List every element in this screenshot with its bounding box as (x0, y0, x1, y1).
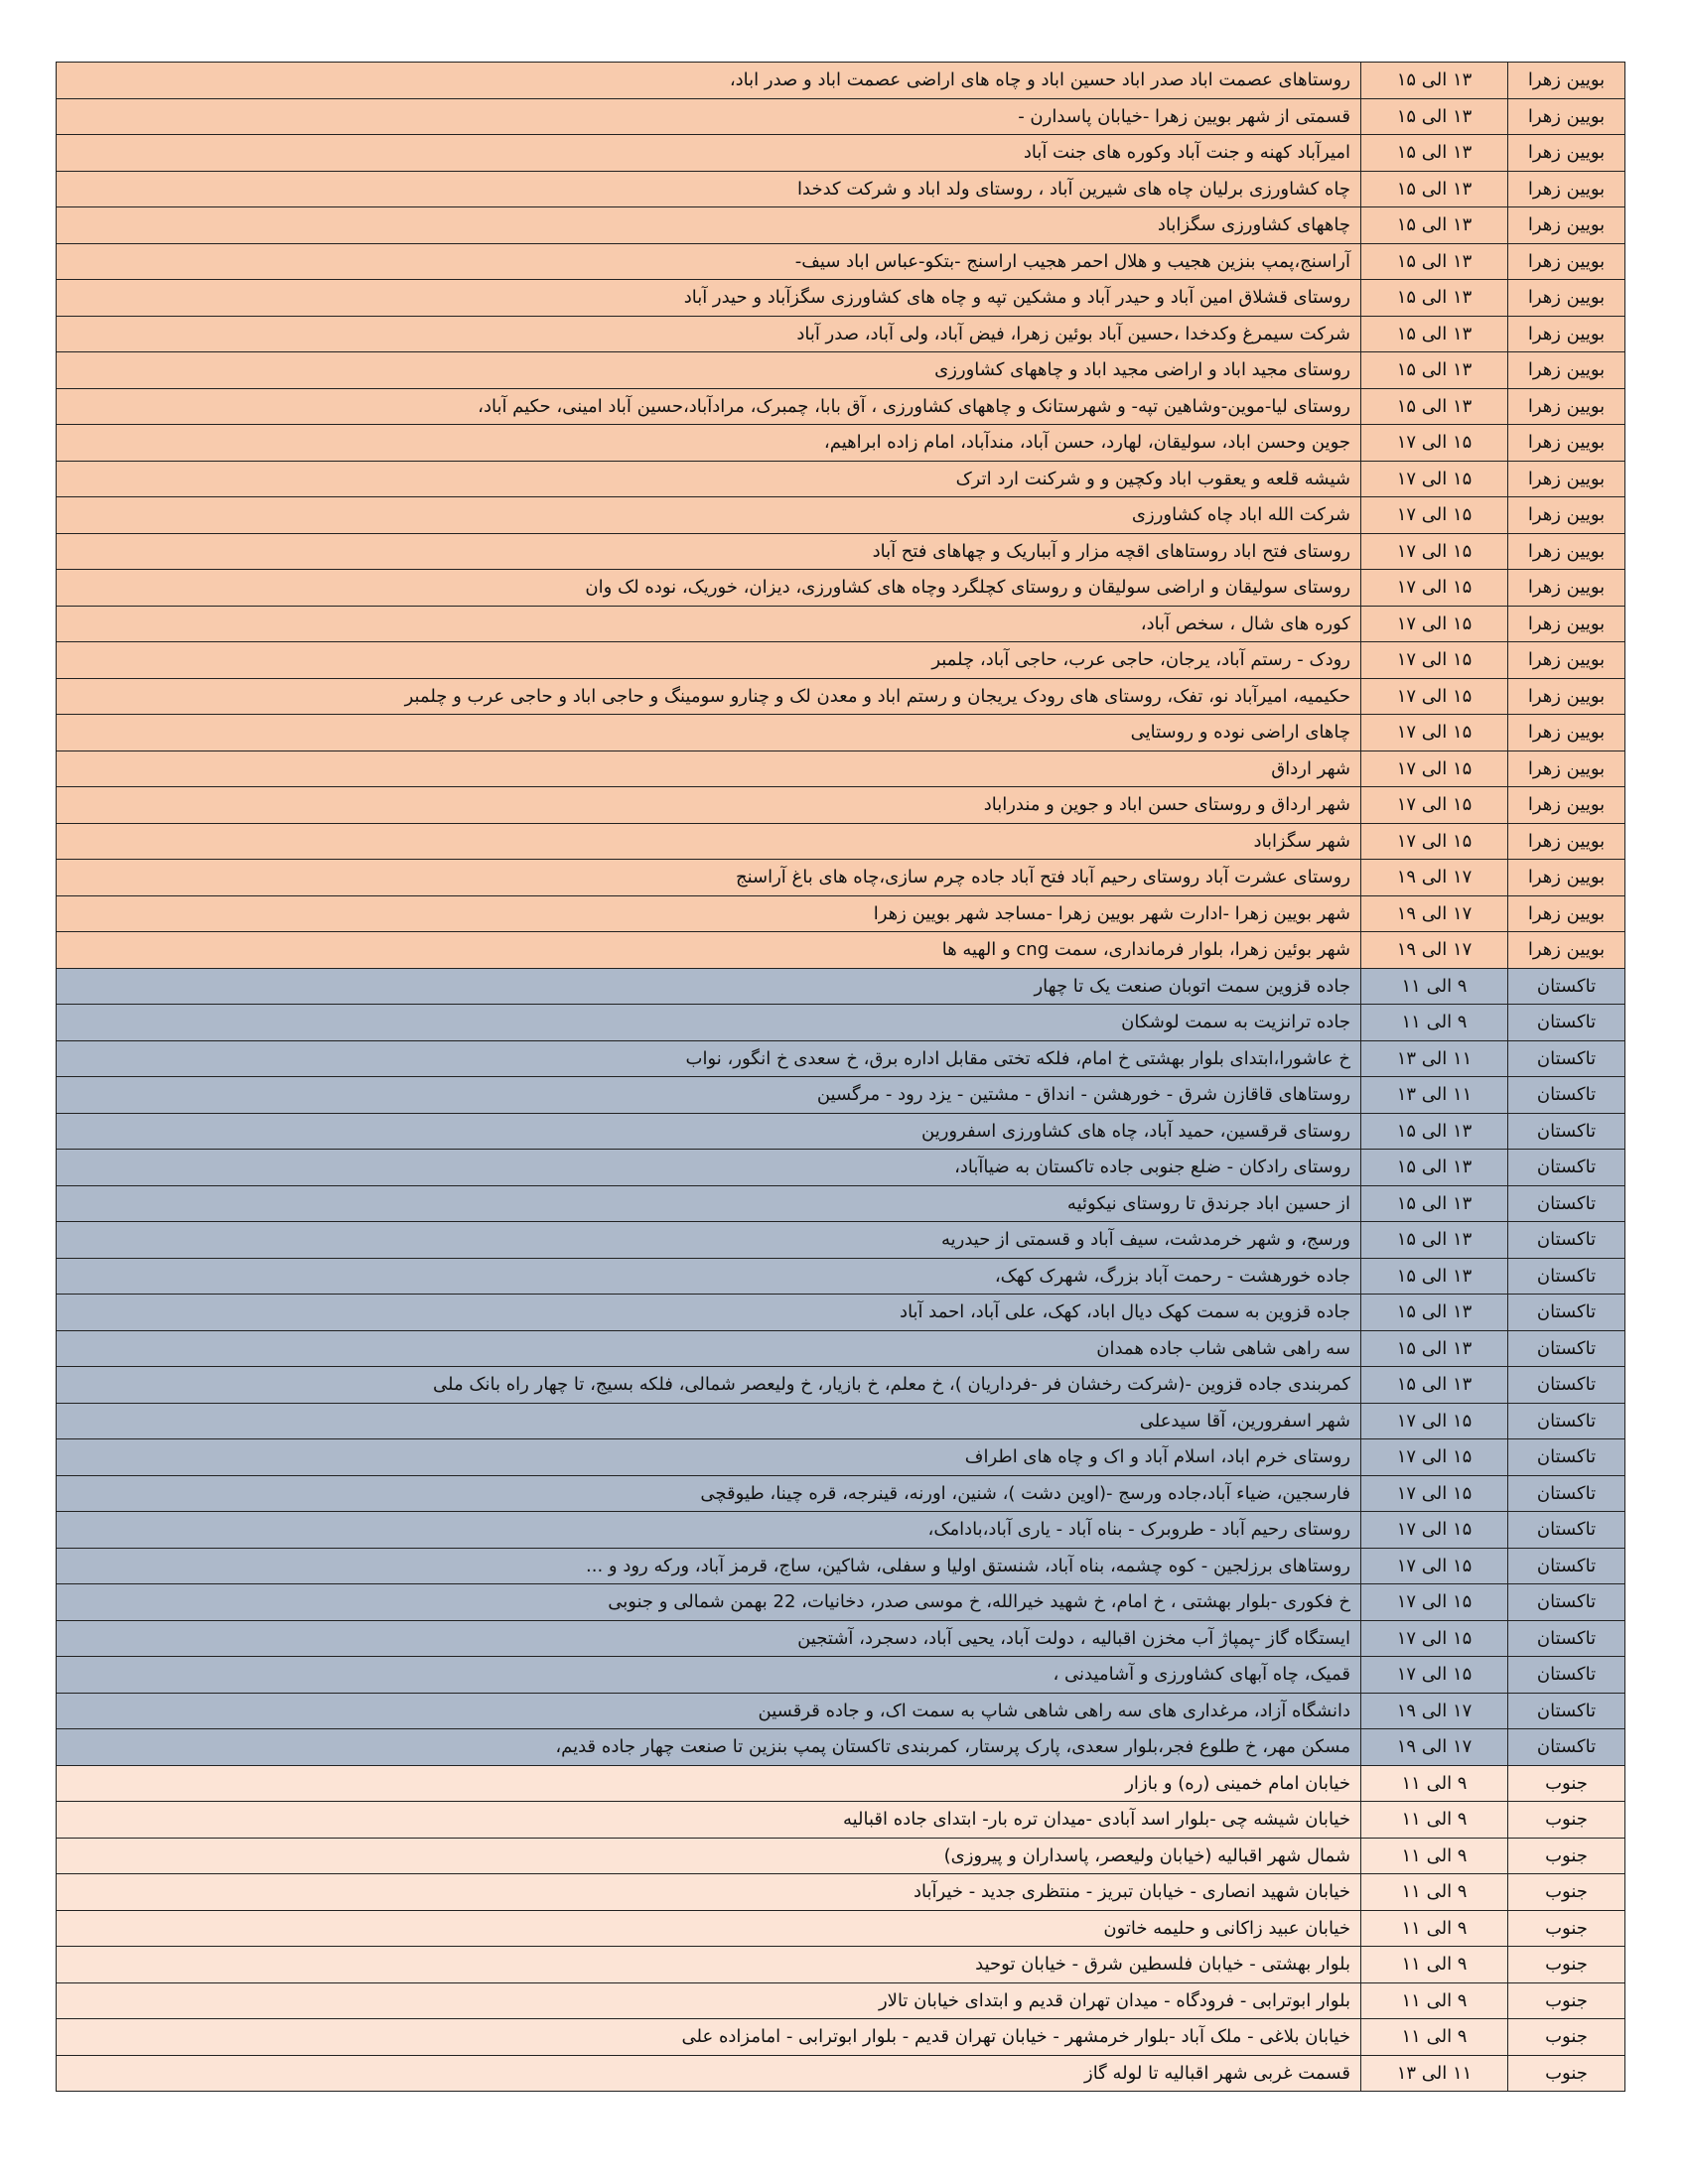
table-row (57, 1548, 1625, 1584)
region-cell: بویین زهرا (1508, 715, 1625, 751)
time-cell: ۱۳ الی ۱۵ (1361, 1330, 1508, 1367)
region-cell: تاکستان (1508, 1077, 1625, 1114)
table-row (57, 1765, 1625, 1802)
area-cell: کوره های شال ، سخص آباد، (57, 606, 1361, 642)
region-cell: بویین زهرا (1508, 425, 1625, 462)
table-row (57, 860, 1625, 896)
area-cell: شهر اسفرورین، آقا سیدعلی (57, 1403, 1361, 1439)
time-cell: ۱۵ الی ۱۷ (1361, 751, 1508, 787)
table-row (57, 1113, 1625, 1150)
time-cell: ۱۵ الی ۱۷ (1361, 787, 1508, 824)
region-cell: بویین زهرا (1508, 461, 1625, 497)
time-cell: ۱۱ الی ۱۳ (1361, 1077, 1508, 1114)
area-cell: رودک - رستم آباد، یرجان، حاجی عرب، حاجی آباد، چلمبر (57, 642, 1361, 679)
table-row (57, 280, 1625, 317)
region-cell: تاکستان (1508, 1222, 1625, 1259)
area-cell: شهر ارداق و روستای حسن اباد و جوین و مندراباد (57, 787, 1361, 824)
area-cell: چاه کشاورزی برلیان چاه های شیرین آباد ، روستای ولد اباد و شرکت کدخدا (57, 171, 1361, 207)
table-row (57, 2055, 1625, 2092)
table-row (57, 1838, 1625, 1874)
time-cell: ۱۳ الی ۱۵ (1361, 171, 1508, 207)
table-row (57, 1403, 1625, 1439)
time-cell: ۱۵ الی ۱۷ (1361, 1475, 1508, 1512)
table-row (57, 1657, 1625, 1694)
region-cell: بویین زهرا (1508, 932, 1625, 969)
region-cell: تاکستان (1508, 968, 1625, 1005)
area-cell: شهر ارداق (57, 751, 1361, 787)
region-cell: بویین زهرا (1508, 207, 1625, 244)
area-cell: شهر بوئین زهرا، بلوار فرمانداری، سمت cng و الهیه ها (57, 932, 1361, 969)
time-cell: ۱۳ الی ۱۵ (1361, 135, 1508, 172)
time-cell: ۱۵ الی ۱۷ (1361, 533, 1508, 570)
table-row (57, 171, 1625, 207)
time-cell: ۹ الی ۱۱ (1361, 1947, 1508, 1983)
region-cell: تاکستان (1508, 1258, 1625, 1295)
region-cell: بویین زهرا (1508, 606, 1625, 642)
time-cell: ۹ الی ۱۱ (1361, 1838, 1508, 1874)
time-cell: ۱۵ الی ۱۷ (1361, 1657, 1508, 1694)
time-cell: ۱۵ الی ۱۷ (1361, 1548, 1508, 1584)
area-cell: دانشگاه آزاد، مرغداری های سه راهی شاهی شاپ به سمت اک، و جاده قرقسین (57, 1693, 1361, 1729)
table-row (57, 1150, 1625, 1186)
region-cell: تاکستان (1508, 1040, 1625, 1077)
area-cell: جوین وحسن اباد، سولیقان، لهارد، حسن آباد، مندآباد، امام زاده ابراهیم، (57, 425, 1361, 462)
time-cell: ۹ الی ۱۱ (1361, 1802, 1508, 1839)
area-cell: شهر بویین زهرا -ادارت شهر بویین زهرا -مساجد شهر بویین زهرا (57, 895, 1361, 932)
table-row (57, 1005, 1625, 1041)
table-row (57, 1910, 1625, 1947)
area-cell: شرکت سیمرغ وکدخدا ،حسین آباد بوئین زهرا، فیض آباد، ولی آباد، صدر آباد (57, 316, 1361, 352)
region-cell: تاکستان (1508, 1113, 1625, 1150)
area-cell: روستای سولیقان و اراضی سولیقان و روستای کچلگرد وچاه های کشاورزی، دیزان، خوریک، نوده لک وان (57, 570, 1361, 607)
time-cell: ۱۳ الی ۱۵ (1361, 1295, 1508, 1331)
table-row (57, 1982, 1625, 2019)
table-row (57, 1295, 1625, 1331)
region-cell: جنوب (1508, 1874, 1625, 1911)
table-row (57, 63, 1625, 99)
region-cell: جنوب (1508, 1910, 1625, 1947)
table-row (57, 135, 1625, 172)
area-cell: شمال شهر اقبالیه (خیابان ولیعصر، پاسداران و پیروزی) (57, 1838, 1361, 1874)
area-cell: روستای قرقسین، حمید آباد، چاه های کشاورزی اسفرورین (57, 1113, 1361, 1150)
area-cell: قسمتی از شهر بویین زهرا -خیابان پاسدارن - (57, 98, 1361, 135)
area-cell: سه راهی شاهی شاب جاده همدان (57, 1330, 1361, 1367)
table-row (57, 606, 1625, 642)
area-cell: خیابان امام خمینی (ره) و بازار (57, 1765, 1361, 1802)
time-cell: ۱۷ الی ۱۹ (1361, 1729, 1508, 1766)
table-row (57, 1620, 1625, 1657)
time-cell: ۱۳ الی ۱۵ (1361, 98, 1508, 135)
time-cell: ۱۵ الی ۱۷ (1361, 1620, 1508, 1657)
time-cell: ۹ الی ۱۱ (1361, 1874, 1508, 1911)
time-cell: ۹ الی ۱۱ (1361, 1910, 1508, 1947)
region-cell: تاکستان (1508, 1150, 1625, 1186)
area-cell: خیابان شیشه چی -بلوار اسد آبادی -میدان تره بار- ابتدای جاده اقبالیه (57, 1802, 1361, 1839)
region-cell: جنوب (1508, 1982, 1625, 2019)
region-cell: بویین زهرا (1508, 171, 1625, 207)
region-cell: بویین زهرا (1508, 497, 1625, 534)
time-cell: ۱۵ الی ۱۷ (1361, 823, 1508, 860)
region-cell: بویین زهرا (1508, 388, 1625, 425)
time-cell: ۱۳ الی ۱۵ (1361, 243, 1508, 280)
table-row (57, 1947, 1625, 1983)
region-cell: بویین زهرا (1508, 280, 1625, 317)
time-cell: ۱۳ الی ۱۵ (1361, 63, 1508, 99)
region-cell: جنوب (1508, 1838, 1625, 1874)
table-body (57, 63, 1625, 2092)
time-cell: ۱۵ الی ۱۷ (1361, 1403, 1508, 1439)
region-cell: جنوب (1508, 2019, 1625, 2056)
time-cell: ۱۳ الی ۱۵ (1361, 1113, 1508, 1150)
region-cell: تاکستان (1508, 1403, 1625, 1439)
region-cell: بویین زهرا (1508, 533, 1625, 570)
table-row (57, 570, 1625, 607)
region-cell: تاکستان (1508, 1185, 1625, 1222)
time-cell: ۱۳ الی ۱۵ (1361, 1150, 1508, 1186)
region-cell: تاکستان (1508, 1512, 1625, 1549)
area-cell: روستای مجید اباد و اراضی مجید اباد و چاههای کشاورزی (57, 352, 1361, 389)
area-cell: جاده قزوین سمت اتوبان صنعت یک تا چهار (57, 968, 1361, 1005)
time-cell: ۱۷ الی ۱۹ (1361, 860, 1508, 896)
area-cell: از حسین اباد جرندق تا روستای نیکوئیه (57, 1185, 1361, 1222)
table-row (57, 533, 1625, 570)
area-cell: جاده خورهشت - رحمت آباد بزرگ، شهرک کهک، (57, 1258, 1361, 1295)
region-cell: بویین زهرا (1508, 135, 1625, 172)
area-cell: مسکن مهر، خ طلوع فجر،بلوار سعدی، پارک پرستار، کمربندی تاکستان پمپ بنزین تا صنعت چهار جاده قدیم، (57, 1729, 1361, 1766)
area-cell: شیشه قلعه و یعقوب اباد وکچین و و شرکنت ارد اترک (57, 461, 1361, 497)
time-cell: ۹ الی ۱۱ (1361, 1982, 1508, 2019)
area-cell: ورسج، و شهر خرمدشت، سیف آباد و قسمتی از حیدریه (57, 1222, 1361, 1259)
table-row (57, 968, 1625, 1005)
time-cell: ۱۱ الی ۱۳ (1361, 2055, 1508, 2092)
time-cell: ۱۳ الی ۱۵ (1361, 388, 1508, 425)
table-row (57, 787, 1625, 824)
region-cell: جنوب (1508, 1802, 1625, 1839)
table-row (57, 1584, 1625, 1621)
region-cell: بویین زهرا (1508, 63, 1625, 99)
time-cell: ۱۵ الی ۱۷ (1361, 425, 1508, 462)
table-row (57, 425, 1625, 462)
time-cell: ۹ الی ۱۱ (1361, 1765, 1508, 1802)
region-cell: تاکستان (1508, 1729, 1625, 1766)
table-row (57, 207, 1625, 244)
area-cell: آراسنج،پمپ بنزین هجیب و هلال احمر هجیب اراسنج -بتکو-عباس اباد سیف- (57, 243, 1361, 280)
area-cell: روستاهای عصمت اباد صدر اباد حسین اباد و چاه های اراضی عصمت اباد و صدر اباد، (57, 63, 1361, 99)
table-row (57, 678, 1625, 715)
area-cell: جاده قزوین به سمت کهک دیال اباد، کهک، علی آباد، احمد آباد (57, 1295, 1361, 1331)
table-row (57, 1367, 1625, 1404)
area-cell: بلوار بهشتی - خیابان فلسطین شرق - خیابان توحید (57, 1947, 1361, 1983)
area-cell: قسمت غربی شهر اقبالیه تا لوله گاز (57, 2055, 1361, 2092)
time-cell: ۱۵ الی ۱۷ (1361, 642, 1508, 679)
time-cell: ۱۱ الی ۱۳ (1361, 1040, 1508, 1077)
table-row (57, 1077, 1625, 1114)
time-cell: ۱۵ الی ۱۷ (1361, 715, 1508, 751)
area-cell: حکیمیه، امیرآباد نو، تفک، روستای های رودک یریجان و رستم اباد و معدن لک و چنارو سومینگ و حاجی اباد و حاجی عرب و چلمبر (57, 678, 1361, 715)
region-cell: بویین زهرا (1508, 895, 1625, 932)
time-cell: ۹ الی ۱۱ (1361, 1005, 1508, 1041)
region-cell: تاکستان (1508, 1693, 1625, 1729)
region-cell: تاکستان (1508, 1657, 1625, 1694)
area-cell: روستای قشلاق امین آباد و حیدر آباد و مشکین تپه و چاه های کشاورزی سگزآباد و حیدر آباد (57, 280, 1361, 317)
region-cell: بویین زهرا (1508, 823, 1625, 860)
table-row (57, 1693, 1625, 1729)
area-cell: خیابان عبید زاکانی و حلیمه خاتون (57, 1910, 1361, 1947)
region-cell: بویین زهرا (1508, 787, 1625, 824)
table-row (57, 352, 1625, 389)
table-row (57, 1330, 1625, 1367)
table-row (57, 1258, 1625, 1295)
time-cell: ۱۵ الی ۱۷ (1361, 1584, 1508, 1621)
region-cell: تاکستان (1508, 1367, 1625, 1404)
table-row (57, 461, 1625, 497)
region-cell: تاکستان (1508, 1584, 1625, 1621)
region-cell: تاکستان (1508, 1620, 1625, 1657)
time-cell: ۱۳ الی ۱۵ (1361, 316, 1508, 352)
area-cell: فارسجین، ضیاء آباد،جاده ورسج -(اوین دشت )، شنین، اورنه، قینرجه، قره چینا، طیوقچی (57, 1475, 1361, 1512)
time-cell: ۱۳ الی ۱۵ (1361, 207, 1508, 244)
table-row (57, 823, 1625, 860)
region-cell: تاکستان (1508, 1295, 1625, 1331)
table-row (57, 243, 1625, 280)
area-cell: خیابان بلاغی - ملک آباد -بلوار خرمشهر - خیابان تهران قدیم - بلوار ابوترابی - امامزاده علی (57, 2019, 1361, 2056)
time-cell: ۱۳ الی ۱۵ (1361, 352, 1508, 389)
area-cell: روستای خرم اباد، اسلام آباد و اک و چاه های اطراف (57, 1439, 1361, 1476)
area-cell: ایستگاه گاز -پمپاژ آب مخزن اقبالیه ، دولت آباد، یحیی آباد، دسجرد، آشتجین (57, 1620, 1361, 1657)
time-cell: ۱۳ الی ۱۵ (1361, 1258, 1508, 1295)
area-cell: شرکت الله اباد چاه کشاورزی (57, 497, 1361, 534)
area-cell: امیرآباد کهنه و جنت آباد وکوره های جنت آباد (57, 135, 1361, 172)
area-cell: چاههای کشاورزی سگزاباد (57, 207, 1361, 244)
region-cell: بویین زهرا (1508, 570, 1625, 607)
time-cell: ۱۳ الی ۱۵ (1361, 280, 1508, 317)
time-cell: ۱۷ الی ۱۹ (1361, 932, 1508, 969)
time-cell: ۱۵ الی ۱۷ (1361, 1512, 1508, 1549)
table-row (57, 1802, 1625, 1839)
table-row (57, 1185, 1625, 1222)
time-cell: ۱۵ الی ۱۷ (1361, 606, 1508, 642)
area-cell: خ فکوری -بلوار بهشتی ، خ امام، خ شهید خیرالله، خ موسی صدر، دخانیات، 22 بهمن شمالی و جنوبی (57, 1584, 1361, 1621)
area-cell: روستای لیا-موین-وشاهین تپه- و شهرستانک و چاههای کشاورزی ، آق بابا، چمبرک، مرادآباد،حسین آباد امینی، حکیم آباد، (57, 388, 1361, 425)
region-cell: تاکستان (1508, 1475, 1625, 1512)
region-cell: تاکستان (1508, 1439, 1625, 1476)
time-cell: ۱۷ الی ۱۹ (1361, 895, 1508, 932)
area-cell: روستاهای قاقازن شرق - خورهشن - انداق - مشتین - یزد رود - مرگسین (57, 1077, 1361, 1114)
region-cell: جنوب (1508, 1765, 1625, 1802)
region-cell: بویین زهرا (1508, 98, 1625, 135)
table-row (57, 1512, 1625, 1549)
area-cell: خ عاشورا،ابتدای بلوار بهشتی خ امام، فلکه تختی مقابل اداره برق، خ سعدی خ انگور، نواب (57, 1040, 1361, 1077)
area-cell: چاهای اراضی نوده و روستایی (57, 715, 1361, 751)
time-cell: ۱۳ الی ۱۵ (1361, 1222, 1508, 1259)
region-cell: تاکستان (1508, 1330, 1625, 1367)
table-row (57, 715, 1625, 751)
table-row (57, 932, 1625, 969)
area-cell: روستای رادکان - ضلع جنوبی جاده تاکستان به ضیاآباد، (57, 1150, 1361, 1186)
time-cell: ۱۵ الی ۱۷ (1361, 1439, 1508, 1476)
area-cell: جاده ترانزیت به سمت لوشکان (57, 1005, 1361, 1041)
time-cell: ۱۵ الی ۱۷ (1361, 570, 1508, 607)
time-cell: ۱۵ الی ۱۷ (1361, 678, 1508, 715)
table-row (57, 1874, 1625, 1911)
table-row (57, 2019, 1625, 2056)
area-cell: بلوار ابوترابی - فرودگاه - میدان تهران قدیم و ابتدای خیابان تالار (57, 1982, 1361, 2019)
region-cell: بویین زهرا (1508, 642, 1625, 679)
table-row (57, 1475, 1625, 1512)
area-cell: روستای فتح اباد روستاهای اقچه مزار و آبباریک و چهاهای فتح آباد (57, 533, 1361, 570)
table-row (57, 1729, 1625, 1766)
region-cell: جنوب (1508, 2055, 1625, 2092)
time-cell: ۱۵ الی ۱۷ (1361, 497, 1508, 534)
table-row (57, 1222, 1625, 1259)
table-row (57, 1439, 1625, 1476)
region-cell: بویین زهرا (1508, 352, 1625, 389)
table-row (57, 895, 1625, 932)
outage-schedule-table (56, 62, 1625, 2092)
area-cell: روستای رحیم آباد - طروبرک - بناه آباد - یاری آباد،بادامک، (57, 1512, 1361, 1549)
time-cell: ۱۵ الی ۱۷ (1361, 461, 1508, 497)
time-cell: ۹ الی ۱۱ (1361, 2019, 1508, 2056)
time-cell: ۱۳ الی ۱۵ (1361, 1367, 1508, 1404)
table-row (57, 642, 1625, 679)
table-row (57, 751, 1625, 787)
region-cell: بویین زهرا (1508, 243, 1625, 280)
table-row (57, 316, 1625, 352)
area-cell: شهر سگزاباد (57, 823, 1361, 860)
area-cell: روستای عشرت آباد روستای رحیم آباد فتح آباد جاده چرم سازی،چاه های باغ آراسنج (57, 860, 1361, 896)
area-cell: قمیک، چاه آبهای کشاورزی و آشامیدنی ، (57, 1657, 1361, 1694)
area-cell: روستاهای برزلجین - کوه چشمه، بناه آباد، شنستق اولیا و سفلی، شاکین، ساج، قرمز آباد، ورکه رود و ... (57, 1548, 1361, 1584)
region-cell: بویین زهرا (1508, 860, 1625, 896)
time-cell: ۱۷ الی ۱۹ (1361, 1693, 1508, 1729)
region-cell: جنوب (1508, 1947, 1625, 1983)
table-row (57, 497, 1625, 534)
table-row (57, 388, 1625, 425)
area-cell: خیابان شهید انصاری - خیابان تبریز - منتظری جدید - خیرآباد (57, 1874, 1361, 1911)
region-cell: بویین زهرا (1508, 678, 1625, 715)
region-cell: تاکستان (1508, 1548, 1625, 1584)
region-cell: بویین زهرا (1508, 751, 1625, 787)
table-row (57, 1040, 1625, 1077)
region-cell: بویین زهرا (1508, 316, 1625, 352)
area-cell: کمربندی جاده قزوین -(شرکت رخشان فر -فرداریان )، خ معلم، خ بازیار، خ ولیعصر شمالی، فلکه بسیج، تا چهار راه بانک ملی (57, 1367, 1361, 1404)
region-cell: تاکستان (1508, 1005, 1625, 1041)
table-row (57, 98, 1625, 135)
time-cell: ۱۳ الی ۱۵ (1361, 1185, 1508, 1222)
time-cell: ۹ الی ۱۱ (1361, 968, 1508, 1005)
